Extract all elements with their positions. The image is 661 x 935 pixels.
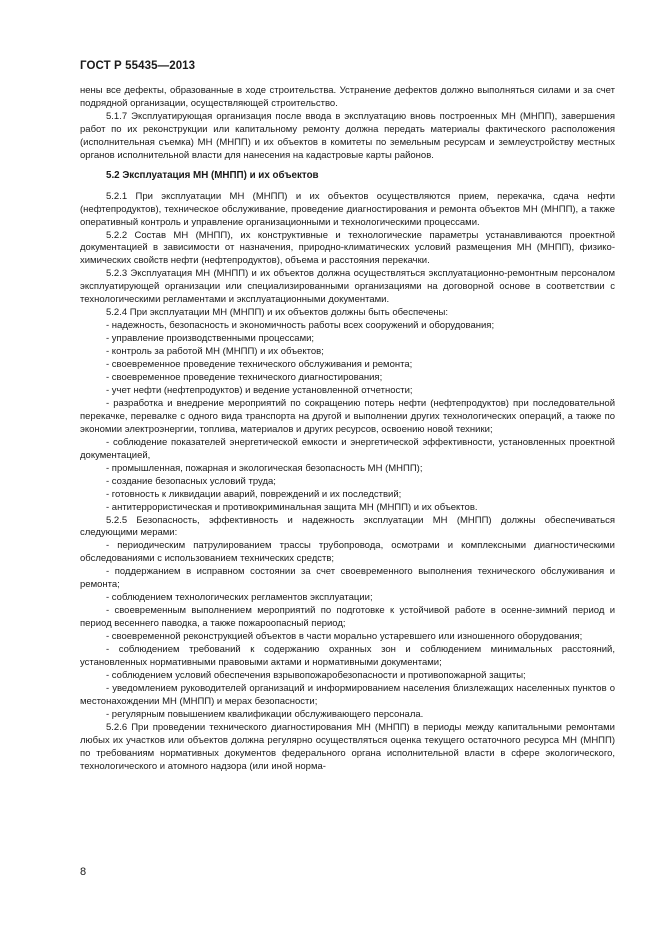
paragraph-5-1-7: 5.1.7 Эксплуатирующая организация после ввода в эксплуатацию вновь построенных МН (МНПП), завершения работ по их реконструкции или капитальному ремонту должна передать материалы фактического расположения (исполнительная съемка) МН (МНПП) и их объектов в комитеты по земельным ресурсам и землеустройству местных органов исполнительной власти для нанесения на кадастровые карты районов. <box>80 110 615 161</box>
paragraph-5-2-2: 5.2.2 Состав МН (МНПП), их конструктивные и технологические параметры устанавливаются проектной документацией в зависимости от назначения, природно-климатических условий размещения МН (МНПП), физико-химических свойств нефти (нефтепродуктов), объема и расстояния перекачки. <box>80 229 615 267</box>
list-item: - соблюдением требований к содержанию охранных зон и соблюдением минимальных расстояний, установленных нормативными правовыми актами и нормативными документами; <box>80 644 615 668</box>
paragraph-5-2-1: 5.2.1 При эксплуатации МН (МНПП) и их объектов осуществляются прием, перекачка, сдача нефти (нефтепродуктов), техническое обслуживание, проведение диагностирования и ремонта объектов МН (МНПП), а также оперативный контроль и управление организационными и технологическими процессами. <box>80 190 615 228</box>
list-item: - создание безопасных условий труда; <box>106 475 276 487</box>
document-header: ГОСТ Р 55435—2013 <box>80 60 196 72</box>
list-item: - управление производственными процессами; <box>106 333 315 345</box>
list-item: - регулярным повышением квалификации обслуживающего персонала. <box>106 708 424 720</box>
list-item: - соблюдением технологических регламентов эксплуатации; <box>106 592 373 604</box>
paragraph-5-2-5: 5.2.5 Безопасность, эффективность и надежность эксплуатации МН (МНПП) должны обеспечиваться следующими мерами: <box>80 514 615 539</box>
list-item: - антитеррористическая и противокриминальная защита МН (МНПП) и их объектов. <box>106 501 478 513</box>
list-item: - соблюдение показателей энергетической емкости и энергетической эффективности, установленных проектной документацией, <box>80 436 615 461</box>
paragraph-continuation: нены все дефекты, образованные в ходе строительства. Устранение дефектов должно выполняться силами и за счет подрядной организации, осуществляющей строительство. <box>80 85 615 109</box>
paragraph-5-2-6: 5.2.6 При проведении технического диагностирования МН (МНПП) в периоды между капитальными ремонтами любых их участков или объектов должна регулярно осуществляться оценка текущего остаточного ресурса МН (МНПП) по требованиям нормативных документов федерального органа исполнительной власти в сфере экологического, технологического и атомного надзора (или иной норма- <box>80 721 615 772</box>
list-item: - соблюдением условий обеспечения взрывопожаробезопасности и противопожарной защиты; <box>106 669 526 681</box>
list-item: - своевременной реконструкцией объектов в части морально устаревшего или изношенного оборудования; <box>106 631 583 643</box>
list-item: - своевременное проведение технического обслуживания и ремонта; <box>106 359 413 371</box>
list-item: - уведомлением руководителей организаций и информированием населения близлежащих населенных пунктов о местонахождении МН (МНПП) и мерах безопасности; <box>80 682 615 707</box>
list-item: - разработка и внедрение мероприятий по сокращению потерь нефти (нефтепродуктов) при последовательной перекачке, перевалке с одного вида транспорта на другой и выполнении других технологических операций, а также по экономии электроэнергии, топлива, материалов и других ресурсов, освоению новой техники; <box>80 397 615 435</box>
paragraph-5-2-3: 5.2.3 Эксплуатация МН (МНПП) и их объектов должна осуществляться эксплуатационно-ремонтным персоналом эксплуатирующей организации или специализированными организациями на договорной основе в соответствии с технологическими регламентами и эксплуатационными документами. <box>80 268 615 306</box>
list-item: - промышленная, пожарная и экологическая безопасность МН (МНПП); <box>106 462 423 474</box>
paragraph-5-2-4: 5.2.4 При эксплуатации МН (МНПП) и их объектов должны быть обеспечены: <box>106 307 449 319</box>
list-item: - периодическим патрулированием трассы трубопровода, осмотрами и комплексными диагностическими обследованиями с использованием технических средств; <box>80 540 615 565</box>
list-item: - своевременным выполнением мероприятий по подготовке к устойчивой работе в осенне-зимний период и период весеннего паводка, а также пожароопасный период; <box>80 605 615 630</box>
list-item: - учет нефти (нефтепродуктов) и ведение установленной отчетности; <box>106 384 413 396</box>
list-item: - готовность к ликвидации аварий, повреждений и их последствий; <box>106 488 402 500</box>
page-number: 8 <box>80 866 87 878</box>
list-item: - поддержанием в исправном состоянии за счет своевременного выполнения технического обслуживания и ремонта; <box>80 566 615 591</box>
list-item: - контроль за работой МН (МНПП) и их объектов; <box>106 346 324 358</box>
document-body <box>80 85 615 774</box>
list-item: - надежность, безопасность и экономичность работы всех сооружений и оборудования; <box>106 320 495 332</box>
list-item: - своевременное проведение технического диагностирования; <box>106 372 383 384</box>
section-heading: 5.2 Эксплуатация МН (МНПП) и их объектов <box>106 169 319 181</box>
